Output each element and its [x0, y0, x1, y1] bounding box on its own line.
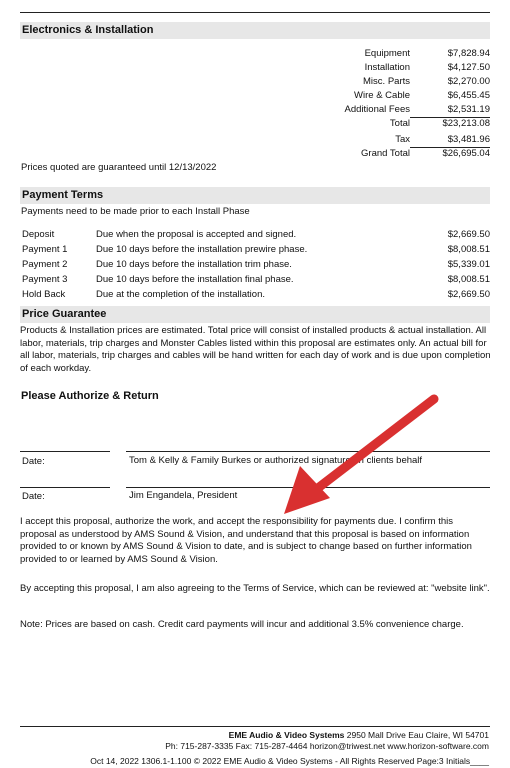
payment-desc: Due 10 days before the installation prewire phase.: [96, 244, 308, 255]
price-guarantee-date-note: Prices quoted are guaranteed until 12/13/2022: [21, 162, 217, 173]
totals-value: $7,828.94: [447, 48, 490, 59]
footer-rule: [20, 726, 490, 727]
payment-amount: $5,339.01: [447, 259, 490, 270]
footer-bottom-line: Oct 14, 2022 1306.1-1.100 © 2022 EME Audio & Video Systems - All Rights Reserved Page:3 Initials____: [90, 756, 489, 766]
totals-value: $2,531.19: [410, 103, 490, 118]
totals-label: Grand Total: [361, 148, 410, 159]
totals-label: Equipment: [364, 48, 410, 59]
footer-company-name: EME Audio & Video Systems: [228, 730, 345, 740]
company-date-label: Date:: [22, 491, 45, 502]
totals-label: Installation: [364, 62, 410, 73]
client-date-label: Date:: [22, 456, 45, 467]
footer-contact: Ph: 715-287-3335 Fax: 715-287-4464 horizon@triwest.net www.horizon-software.com: [165, 741, 489, 751]
totals-label: Misc. Parts: [363, 76, 410, 87]
totals-value: $23,213.08: [442, 118, 490, 129]
section-header-electronics: Electronics & Installation: [20, 22, 490, 39]
totals-label: Tax: [395, 134, 410, 145]
section-header-payment-terms: Payment Terms: [20, 187, 490, 204]
payment-name: Payment 1: [22, 244, 68, 255]
totals-label: Additional Fees: [344, 104, 410, 115]
footer-address: 2950 Mall Drive Eau Claire, WI 54701: [346, 730, 489, 740]
terms-of-service-text: By accepting this proposal, I am also agreeing to the Terms of Service, which can be reviewed at: "website link".: [20, 583, 490, 594]
company-signer-name: Jim Engandela, President: [129, 490, 238, 501]
payment-amount: $2,669.50: [447, 229, 490, 240]
totals-value: $2,270.00: [447, 76, 490, 87]
section-header-price-guarantee: Price Guarantee: [20, 306, 490, 323]
totals-label: Total: [389, 118, 410, 129]
cash-price-note: Note: Prices are based on cash. Credit card payments will incur and additional 3.5% convenience charge.: [20, 619, 464, 630]
payment-desc: Due at the completion of the installation.: [96, 289, 265, 300]
payment-name: Payment 2: [22, 259, 68, 270]
payment-amount: $8,008.51: [447, 244, 490, 255]
payment-terms-intro: Payments need to be made prior to each Install Phase: [21, 206, 250, 217]
payment-amount: $8,008.51: [447, 274, 490, 285]
payment-desc: Due 10 days before the installation final phase.: [96, 274, 294, 285]
totals-value: $3,481.96: [410, 133, 490, 148]
acceptance-text: I accept this proposal, authorize the work, and accept the responsibility for payments due. I confirm this proposal as understood by AMS Sound & Vision, and understand that this proposal is based on information provided to or known by AMS Sound & Vision to date, and is subject to change based on further information provided to or learned by AMS Sound & Vision.: [20, 516, 472, 565]
payment-desc: Due 10 days before the installation trim phase.: [96, 259, 292, 270]
price-guarantee-text: Products & Installation prices are estimated. Total price will consist of installed products & actual installation. All labor, materials, trip charges and Monster Cables listed within this proposal are estimates only. An actual bill for all labor, materials, trip charges and cables will be hand written for each day of work and is due upon completion of each workday.: [20, 325, 491, 374]
payment-name: Hold Back: [22, 289, 66, 300]
client-signer-name: Tom & Kelly & Family Burkes or authorized signature on clients behalf: [129, 455, 423, 466]
totals-value: $4,127.50: [447, 62, 490, 73]
payment-name: Deposit: [22, 229, 55, 240]
payment-amount: $2,669.50: [447, 289, 490, 300]
payment-desc: Due when the proposal is accepted and signed.: [96, 229, 297, 240]
payment-name: Payment 3: [22, 274, 68, 285]
footer-company-line: [229, 730, 489, 740]
authorize-heading: Please Authorize & Return: [21, 390, 159, 402]
totals-value: $6,455.45: [447, 90, 490, 101]
totals-label: Wire & Cable: [354, 90, 410, 101]
totals-value: $26,695.04: [442, 148, 490, 159]
